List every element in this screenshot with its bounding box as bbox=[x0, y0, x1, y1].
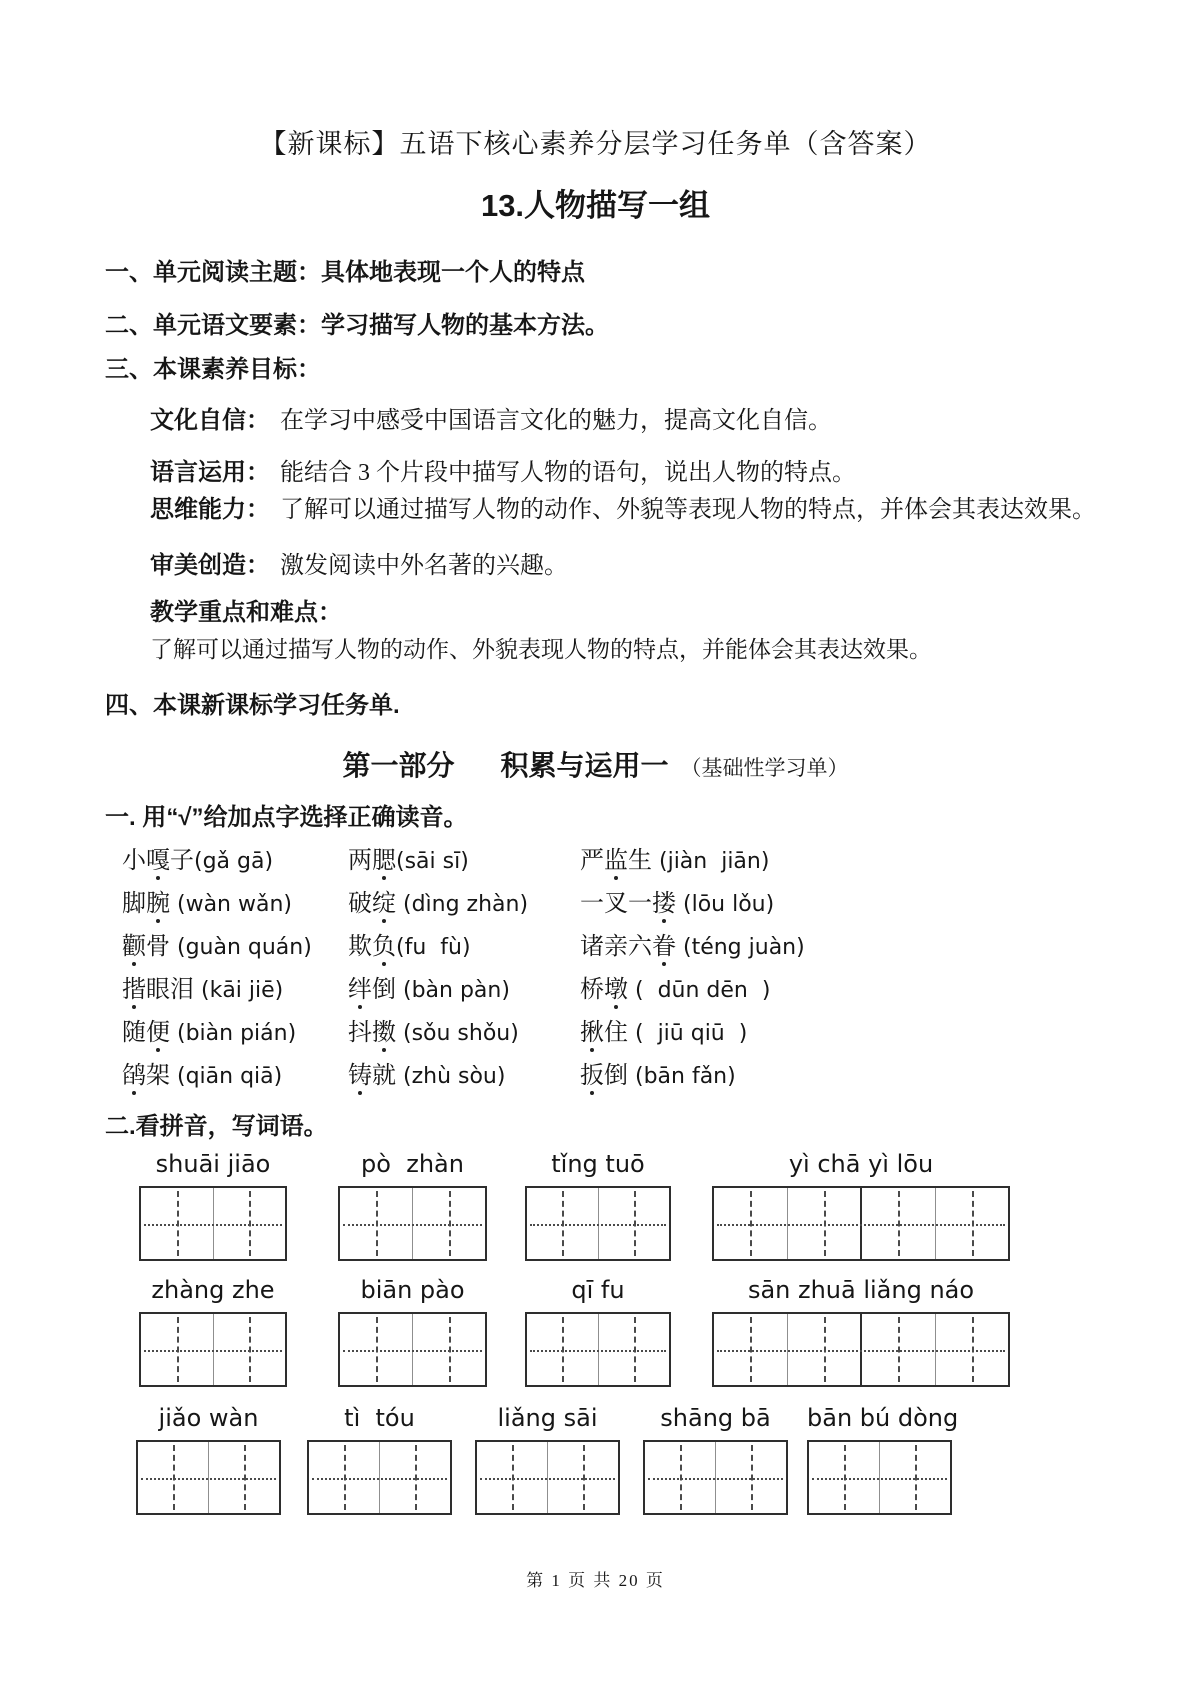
reading-item: 桥墩 ( dūn dēn ) bbox=[580, 977, 771, 1003]
goal-text: 在学习中感受中国语言文化的魅力，提高文化自信。 bbox=[280, 408, 832, 434]
reading-row bbox=[0, 1018, 1191, 1052]
dotted-char: 嘎 bbox=[146, 848, 170, 874]
reading-pinyin: (fu fù) bbox=[396, 935, 471, 960]
grid-cell bbox=[141, 1188, 214, 1259]
part-heading bbox=[0, 744, 1191, 784]
grid-cell bbox=[214, 1188, 286, 1259]
goal-text: 了解可以通过描写人物的动作、外貌等表现人物的特点，并体会其表达效果。 bbox=[280, 497, 1096, 523]
reading-item: 诸亲六眷 (téng juàn) bbox=[580, 934, 805, 960]
reading-pinyin: (lōu lǒu) bbox=[676, 892, 775, 917]
reading-pinyin: (sāi sī) bbox=[396, 849, 469, 874]
grid-cell bbox=[477, 1442, 548, 1513]
reading-item: 铸就 (zhù sòu) bbox=[348, 1063, 506, 1089]
grid-cell bbox=[527, 1188, 599, 1259]
section-unit-element: 二、单元语文要素：学习描写人物的基本方法。 bbox=[105, 312, 609, 339]
dotted-char: 颧 bbox=[122, 934, 146, 960]
reading-pinyin: (téng juàn) bbox=[676, 935, 805, 960]
dotted-char: 扳 bbox=[580, 1063, 604, 1089]
dotted-char: 墩 bbox=[604, 977, 628, 1003]
pinyin-label: zhàng zhe bbox=[151, 1276, 275, 1304]
document-title: 【新课标】五语下核心素养分层学习任务单（含答案） bbox=[259, 129, 932, 159]
reading-pinyin: (zhù sòu) bbox=[396, 1064, 506, 1089]
goal-aesthetics bbox=[150, 551, 568, 581]
writing-grid bbox=[338, 1186, 487, 1261]
goal-label: 审美创造： bbox=[150, 552, 270, 579]
reading-row bbox=[0, 932, 1191, 966]
grid-cell bbox=[138, 1442, 209, 1513]
reading-item: 抖擞 (sǒu shǒu) bbox=[348, 1020, 519, 1046]
reading-pinyin: (bàn pàn) bbox=[396, 978, 510, 1003]
reading-item: 揪住 ( jiū qiū ) bbox=[580, 1020, 748, 1046]
reading-item: 两腮(sāi sī) bbox=[348, 848, 469, 874]
writing-grid bbox=[139, 1186, 287, 1261]
grid-cell bbox=[936, 1188, 1009, 1259]
writing-grid bbox=[338, 1312, 487, 1387]
goal-culture bbox=[150, 406, 832, 436]
key-points-heading: 教学重点和难点： bbox=[150, 599, 342, 626]
goal-text: 能结合 3 个片段中描写人物的语句，说出人物的特点。 bbox=[280, 460, 856, 486]
page-footer: 第 1 页 共 20 页 bbox=[526, 1571, 665, 1590]
reading-item: 一叉一搂 (lōu lǒu) bbox=[580, 891, 775, 917]
goal-language bbox=[150, 458, 856, 488]
grid-cell bbox=[599, 1188, 670, 1259]
pinyin-label: tì tóu bbox=[344, 1404, 415, 1432]
grid-cell bbox=[340, 1314, 413, 1385]
reading-pinyin: (guàn quán) bbox=[170, 935, 312, 960]
dotted-char: 腕 bbox=[146, 891, 170, 917]
pinyin-label: bān bú dòng bbox=[807, 1404, 959, 1432]
grid-cell bbox=[714, 1188, 788, 1259]
goal-label: 文化自信： bbox=[150, 407, 270, 434]
reading-pinyin: (wàn wǎn) bbox=[170, 892, 292, 917]
lesson-title: 13.人物描写一组 bbox=[480, 188, 711, 223]
dotted-char: 擞 bbox=[372, 1020, 396, 1046]
writing-grid bbox=[475, 1440, 620, 1515]
reading-pinyin: (jiàn jiān) bbox=[652, 849, 770, 874]
reading-item: 扳倒 (bān fǎn) bbox=[580, 1063, 736, 1089]
writing-grid bbox=[525, 1312, 671, 1387]
pinyin-label: pò zhàn bbox=[361, 1150, 464, 1178]
section-goals-heading: 三、本课素养目标： bbox=[105, 356, 321, 383]
grid-cell bbox=[527, 1314, 599, 1385]
pinyin-label: tǐng tuō bbox=[551, 1150, 645, 1178]
pinyin-label: yì chā yì lōu bbox=[788, 1150, 934, 1178]
dotted-char: 绽 bbox=[372, 891, 396, 917]
part-note: （基础性学习单） bbox=[680, 756, 849, 780]
dotted-char: 便 bbox=[146, 1020, 170, 1046]
reading-item: 严监生 (jiàn jiān) bbox=[580, 848, 770, 874]
grid-cell bbox=[209, 1442, 279, 1513]
dotted-char: 监 bbox=[604, 848, 628, 874]
reading-pinyin: (sǒu shǒu) bbox=[396, 1021, 519, 1046]
goal-thinking bbox=[150, 495, 1096, 525]
pinyin-label: shāng bā bbox=[660, 1404, 771, 1432]
dotted-char: 铸 bbox=[348, 1063, 372, 1089]
reading-item: 欺负(fu fù) bbox=[348, 934, 471, 960]
pinyin-label: qī fu bbox=[571, 1276, 625, 1304]
grid-cell bbox=[141, 1314, 214, 1385]
reading-item: 脚腕 (wàn wǎn) bbox=[122, 891, 292, 917]
reading-item: 随便 (biàn pián) bbox=[122, 1020, 297, 1046]
grid-cell bbox=[788, 1188, 863, 1259]
grid-cell bbox=[413, 1314, 485, 1385]
goal-text: 激发阅读中外名著的兴趣。 bbox=[280, 553, 568, 579]
writing-grid bbox=[643, 1440, 788, 1515]
grid-cell bbox=[340, 1188, 413, 1259]
reading-pinyin: (kāi jiē) bbox=[194, 978, 284, 1003]
grid-cell bbox=[809, 1442, 880, 1513]
reading-item: 小嘎子(gǎ gā) bbox=[122, 848, 274, 874]
writing-grid bbox=[136, 1440, 281, 1515]
reading-row bbox=[0, 889, 1191, 923]
pinyin-label: sān zhuā liǎng náo bbox=[747, 1276, 975, 1304]
reading-pinyin: (dìng zhàn) bbox=[396, 892, 529, 917]
goal-label: 语言运用： bbox=[150, 459, 270, 486]
writing-grid bbox=[712, 1312, 1010, 1387]
grid-cell bbox=[862, 1188, 936, 1259]
pinyin-label: biān pào bbox=[360, 1276, 465, 1304]
dotted-char: 负 bbox=[372, 934, 396, 960]
reading-item: 颧骨 (guàn quán) bbox=[122, 934, 312, 960]
dotted-char: 眷 bbox=[652, 934, 676, 960]
grid-cell bbox=[936, 1314, 1009, 1385]
grid-cell bbox=[309, 1442, 380, 1513]
question-2-heading: 二.看拼音，写词语。 bbox=[105, 1113, 328, 1140]
reading-row bbox=[0, 846, 1191, 880]
goal-label: 思维能力： bbox=[150, 496, 270, 523]
part-title: 积累与运用一 bbox=[500, 750, 669, 781]
pinyin-label: shuāi jiāo bbox=[155, 1150, 271, 1178]
reading-pinyin: (bān fǎn) bbox=[628, 1064, 736, 1089]
dotted-char: 揩 bbox=[122, 977, 146, 1003]
section-unit-theme: 一、单元阅读主题：具体地表现一个人的特点 bbox=[105, 259, 585, 286]
grid-cell bbox=[716, 1442, 786, 1513]
reading-item: 揩眼泪 (kāi jiē) bbox=[122, 977, 284, 1003]
dotted-char: 腮 bbox=[372, 848, 396, 874]
grid-cell bbox=[880, 1442, 950, 1513]
reading-row bbox=[0, 975, 1191, 1009]
grid-cell bbox=[862, 1314, 936, 1385]
grid-cell bbox=[413, 1188, 485, 1259]
key-points-text: 了解可以通过描写人物的动作、外貌表现人物的特点，并能体会其表达效果。 bbox=[150, 637, 932, 662]
reading-item: 破绽 (dìng zhàn) bbox=[348, 891, 529, 917]
reading-item: 鹐架 (qiān qiā) bbox=[122, 1063, 283, 1089]
reading-pinyin: (gǎ gā) bbox=[194, 849, 274, 874]
dotted-char: 揪 bbox=[580, 1020, 604, 1046]
grid-cell bbox=[214, 1314, 286, 1385]
writing-grid bbox=[525, 1186, 671, 1261]
reading-row bbox=[0, 1061, 1191, 1095]
dotted-char: 鹐 bbox=[122, 1063, 146, 1089]
writing-grid bbox=[807, 1440, 952, 1515]
section-tasks-heading: 四、本课新课标学习任务单. bbox=[105, 692, 400, 719]
part-label: 第一部分 bbox=[342, 750, 455, 781]
pinyin-label: liǎng sāi bbox=[497, 1404, 598, 1432]
grid-cell bbox=[599, 1314, 670, 1385]
reading-pinyin: ( jiū qiū ) bbox=[628, 1021, 748, 1046]
dotted-char: 绊 bbox=[348, 977, 372, 1003]
question-1-heading: 一. 用“√”给加点字选择正确读音。 bbox=[105, 804, 468, 831]
grid-cell bbox=[788, 1314, 863, 1385]
reading-pinyin: (biàn pián) bbox=[170, 1021, 297, 1046]
pinyin-label: jiǎo wàn bbox=[158, 1404, 259, 1432]
grid-cell bbox=[714, 1314, 788, 1385]
reading-pinyin: (qiān qiā) bbox=[170, 1064, 283, 1089]
writing-grid bbox=[712, 1186, 1010, 1261]
grid-cell bbox=[548, 1442, 618, 1513]
grid-cell bbox=[380, 1442, 450, 1513]
writing-grid bbox=[139, 1312, 287, 1387]
dotted-char: 搂 bbox=[652, 891, 676, 917]
reading-pinyin: ( dūn dēn ) bbox=[628, 978, 771, 1003]
reading-item: 绊倒 (bàn pàn) bbox=[348, 977, 510, 1003]
writing-grid bbox=[307, 1440, 452, 1515]
grid-cell bbox=[645, 1442, 716, 1513]
